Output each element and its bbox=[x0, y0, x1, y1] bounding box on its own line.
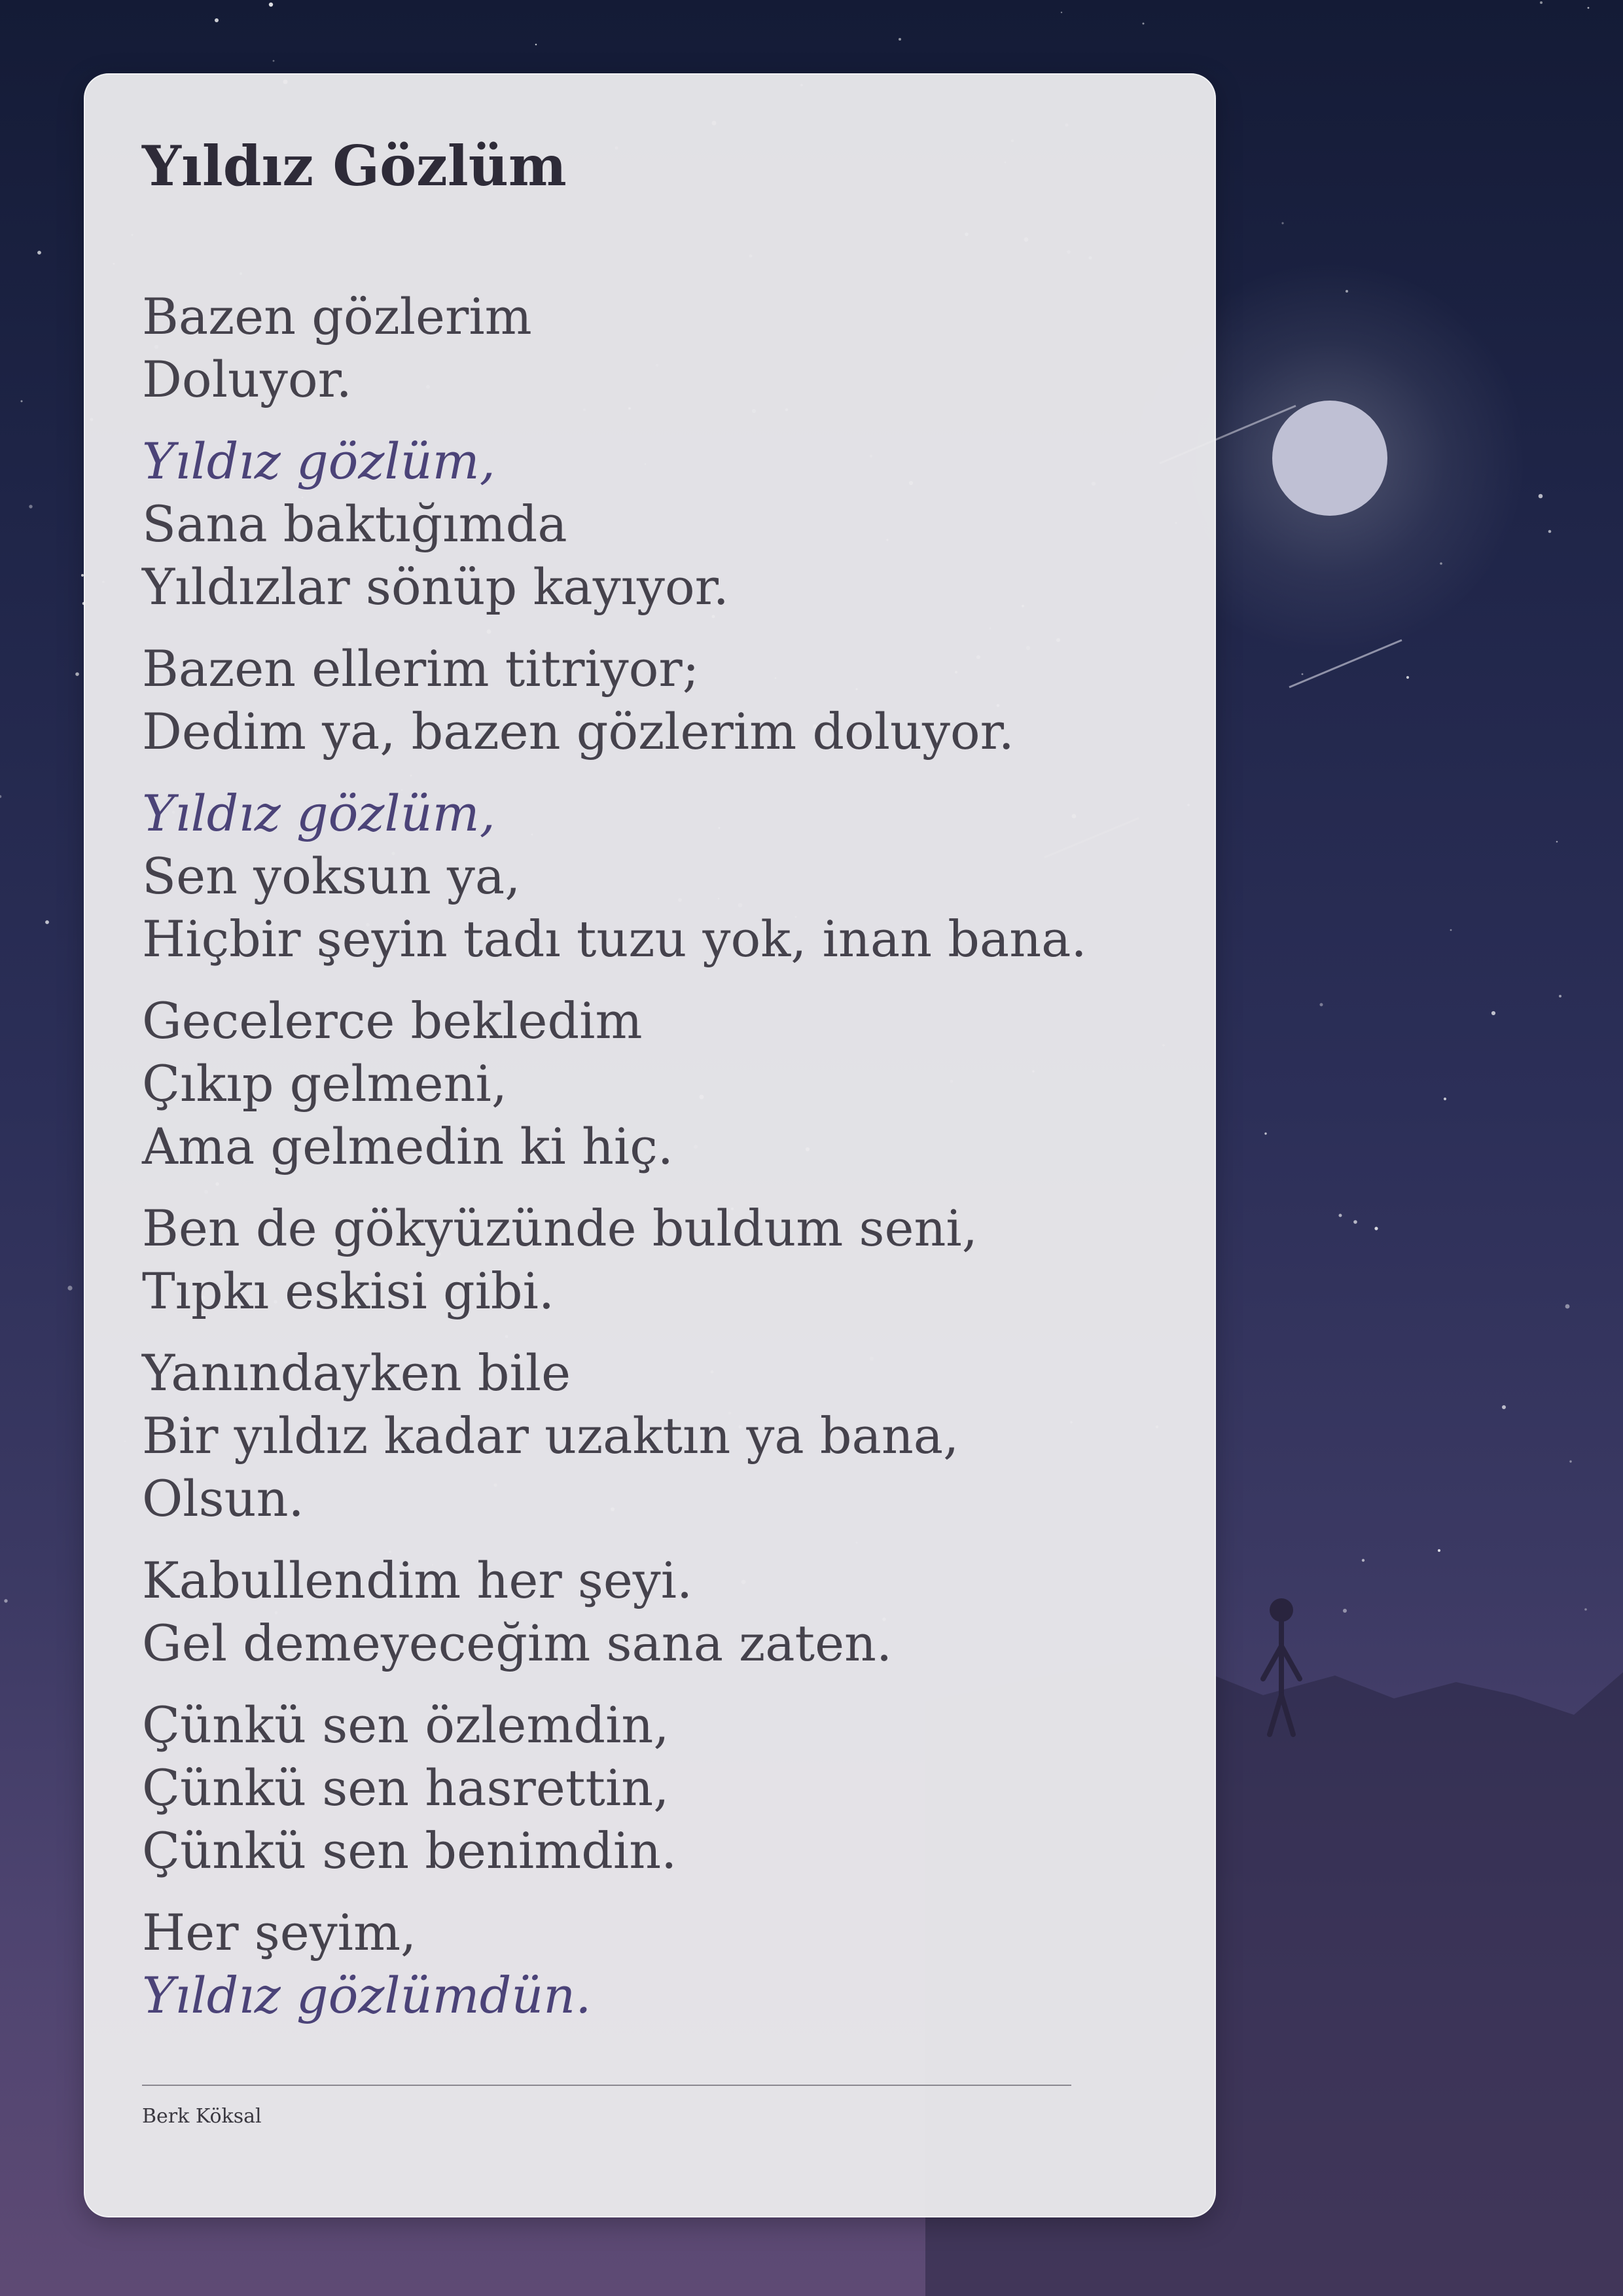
poem-line: Çünkü sen benimdin. bbox=[142, 1821, 677, 1880]
star-icon bbox=[1565, 1304, 1570, 1309]
star-icon bbox=[273, 60, 275, 62]
poem-stanza bbox=[142, 1901, 1163, 2027]
poem-line: Sana baktığımda bbox=[142, 495, 567, 553]
moon-icon bbox=[1272, 401, 1387, 516]
poem-stanza bbox=[142, 285, 1163, 411]
star-icon bbox=[1339, 1214, 1342, 1217]
poem-line: Doluyor. bbox=[142, 350, 352, 408]
poem-stanza bbox=[142, 782, 1163, 971]
star-icon bbox=[0, 795, 1, 798]
star-icon bbox=[29, 505, 32, 508]
star-icon bbox=[1320, 1003, 1323, 1007]
star-icon bbox=[1281, 222, 1283, 224]
poem-stanza bbox=[142, 990, 1163, 1178]
poem-refrain-line: Yıldız gözlüm, bbox=[142, 432, 495, 490]
poem-card bbox=[84, 73, 1216, 2217]
poem-line: Ama gelmedin ki hiç. bbox=[142, 1117, 673, 1175]
poem-stanza bbox=[142, 1694, 1163, 1882]
star-icon bbox=[1374, 1227, 1378, 1230]
poem-line: Bazen ellerim titriyor; bbox=[142, 639, 700, 698]
star-icon bbox=[21, 401, 23, 403]
star-icon bbox=[1569, 1460, 1571, 1462]
poem-stanza bbox=[142, 637, 1163, 763]
star-icon bbox=[1438, 1549, 1440, 1552]
poem-line: Hiçbir şeyin tadı tuzu yok, inan bana. bbox=[142, 910, 1087, 968]
divider bbox=[142, 2085, 1071, 2086]
star-icon bbox=[1559, 995, 1561, 997]
star-icon bbox=[1061, 12, 1062, 13]
star-icon bbox=[1450, 929, 1452, 931]
poem-refrain-line: Yıldız gözlüm, bbox=[142, 784, 495, 842]
poem-line: Yanındayken bile bbox=[142, 1344, 571, 1402]
poem-stanza bbox=[142, 1197, 1163, 1323]
poem-line: Kabullendim her şeyi. bbox=[142, 1551, 693, 1609]
poem-line: Olsun. bbox=[142, 1469, 304, 1528]
star-icon bbox=[215, 18, 219, 22]
poem-body bbox=[142, 285, 1163, 2046]
poem-title: Yıldız Gözlüm bbox=[142, 134, 567, 198]
poem-stanza bbox=[142, 1549, 1163, 1675]
poem-line: Çünkü sen özlemdin, bbox=[142, 1696, 669, 1754]
star-icon bbox=[45, 920, 49, 924]
star-icon bbox=[67, 1285, 72, 1290]
poem-line: Bazen gözlerim bbox=[142, 287, 532, 346]
poem-line: Dedim ya, bazen gözlerim doluyor. bbox=[142, 702, 1014, 761]
poem-author: Berk Köksal bbox=[142, 2105, 262, 2128]
poem-line: Gel demeyeceğim sana zaten. bbox=[142, 1614, 893, 1672]
star-icon bbox=[269, 3, 273, 7]
star-icon bbox=[1444, 1098, 1446, 1100]
star-icon bbox=[1588, 7, 1590, 9]
poem-refrain-line: Yıldız gözlümdün. bbox=[142, 1966, 592, 2024]
star-icon bbox=[37, 251, 41, 255]
star-icon bbox=[1353, 1220, 1357, 1224]
star-icon bbox=[1264, 1132, 1266, 1134]
star-icon bbox=[1584, 1608, 1587, 1611]
star-icon bbox=[75, 672, 79, 676]
star-icon bbox=[1406, 676, 1409, 679]
poem-stanza bbox=[142, 1342, 1163, 1530]
star-icon bbox=[1540, 1, 1543, 4]
poem-line: Ben de gökyüzünde buldum seni, bbox=[142, 1199, 978, 1257]
star-icon bbox=[1502, 1405, 1506, 1409]
star-icon bbox=[1343, 1609, 1347, 1613]
star-icon bbox=[4, 1599, 7, 1602]
star-icon bbox=[1491, 1011, 1495, 1015]
star-icon bbox=[1302, 673, 1304, 675]
poem-line: Yıldızlar sönüp kayıyor. bbox=[142, 558, 729, 616]
poem-line: Çıkıp gelmeni, bbox=[142, 1054, 508, 1113]
poem-line: Bir yıldız kadar uzaktın ya bana, bbox=[142, 1407, 959, 1465]
poem-stanza bbox=[142, 430, 1163, 619]
star-icon bbox=[1548, 530, 1552, 533]
star-icon bbox=[899, 38, 901, 41]
poem-line: Tıpkı eskisi gibi. bbox=[142, 1262, 555, 1320]
poem-line: Sen yoksun ya, bbox=[142, 847, 521, 905]
poem-line: Gecelerce bekledim bbox=[142, 992, 643, 1050]
star-icon bbox=[1556, 841, 1558, 843]
poem-line: Çünkü sen hasrettin, bbox=[142, 1759, 669, 1817]
star-icon bbox=[1362, 1559, 1364, 1562]
star-icon bbox=[1143, 23, 1145, 25]
star-icon bbox=[535, 44, 537, 46]
poem-line: Her şeyim, bbox=[142, 1903, 417, 1962]
star-icon bbox=[1539, 494, 1543, 499]
